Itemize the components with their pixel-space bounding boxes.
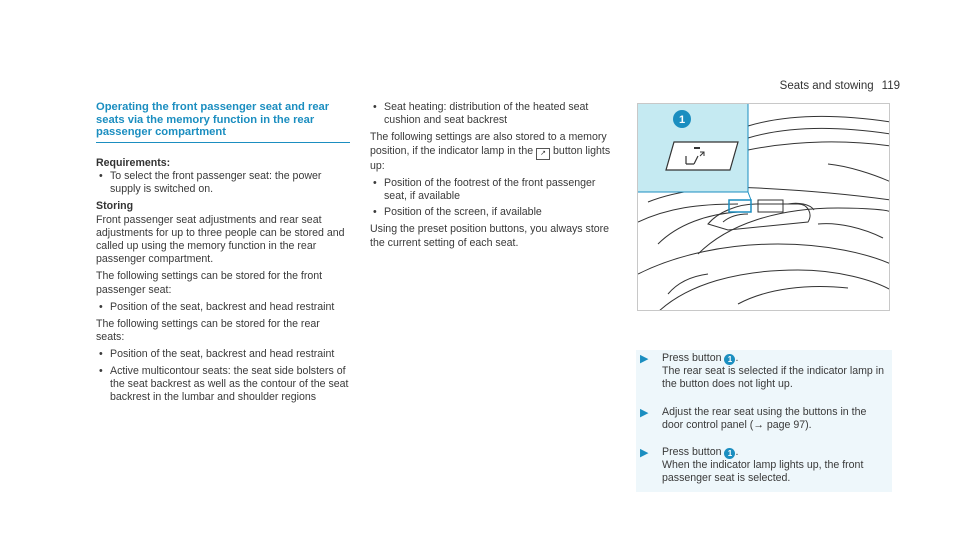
step-3	[636, 446, 886, 486]
requirements-list	[96, 170, 350, 196]
step-arrow-icon: ▶	[640, 447, 649, 460]
step-1	[636, 352, 886, 392]
step-action: Press button	[662, 352, 722, 364]
requirements-heading: Requirements:	[96, 156, 171, 169]
list-item: • Position of the seat, backrest and head restraint	[96, 301, 350, 314]
seat-heating-list	[370, 101, 618, 127]
rear-settings-intro: The following settings can be stored for the rear seats:	[96, 318, 320, 344]
section-name: Seats and stowing	[779, 80, 874, 92]
seat-memory-icon: ↗	[536, 148, 550, 160]
step-2	[636, 406, 886, 432]
door-panel-illustration	[637, 103, 890, 311]
middle-column	[370, 101, 618, 254]
list-item: • Position of the footrest of the front passenger seat, if available	[370, 177, 618, 203]
storing-paragraph: Front passenger seat adjustments and rear seat adjustments for up to three people can be stored and called up using the memory function in the rear passenger compartment.	[96, 213, 345, 266]
memory-text-end: button lights up:	[370, 144, 611, 172]
callout-label: 1	[678, 114, 686, 126]
memory-settings-list	[370, 177, 618, 220]
left-column	[96, 101, 350, 408]
step-punct: .	[735, 446, 739, 459]
page-header	[780, 80, 900, 92]
step-arrow-icon: ▶	[640, 353, 649, 365]
list-item: • Position of the screen, if available	[370, 206, 618, 219]
rear-settings-list	[96, 348, 350, 404]
step-action: Adjust the rear seat using the buttons in the door control panel (→ page 97).	[662, 405, 867, 431]
list-item: • Position of the seat, backrest and head restraint	[96, 348, 350, 361]
storing-heading: Storing	[96, 200, 134, 213]
door-interior-drawing	[638, 104, 890, 311]
section-title: Operating the front passenger seat and rear seats via the memory function in the rear passenger compartment	[96, 101, 350, 143]
instruction-steps	[636, 350, 892, 492]
callout-badge: 1	[724, 448, 735, 459]
step-result: When the indicator lamp lights up, the front passenger seat is selected.	[662, 459, 864, 485]
step-result: The rear seat is selected if the indicator lamp in the button does not light up.	[662, 365, 884, 391]
page-number: 119	[881, 80, 900, 92]
step-arrow-icon: ▶	[640, 406, 649, 419]
preset-paragraph: Using the preset position buttons, you always store the current setting of each seat.	[370, 223, 610, 249]
front-settings-intro: The following settings can be stored for the front passenger seat:	[96, 270, 323, 296]
list-item: • Seat heating: distribution of the heated seat cushion and seat backrest	[370, 101, 618, 127]
step-action: Press button	[662, 446, 722, 459]
callout-badge: 1	[724, 354, 735, 365]
steps-column	[636, 350, 892, 492]
memory-text: The following settings are also stored to a memory position, if the indicator lamp in the	[370, 131, 607, 157]
front-settings-list	[96, 301, 350, 314]
list-item: • To select the front passenger seat: the power supply is switched on.	[96, 170, 350, 196]
step-punct: .	[735, 352, 739, 364]
memory-paragraph	[370, 131, 618, 172]
list-item: • Active multicontour seats: the seat side bolsters of the seat backrest as well as the contour of the seat backrest in the lumbar and shoulder regions	[96, 365, 350, 405]
